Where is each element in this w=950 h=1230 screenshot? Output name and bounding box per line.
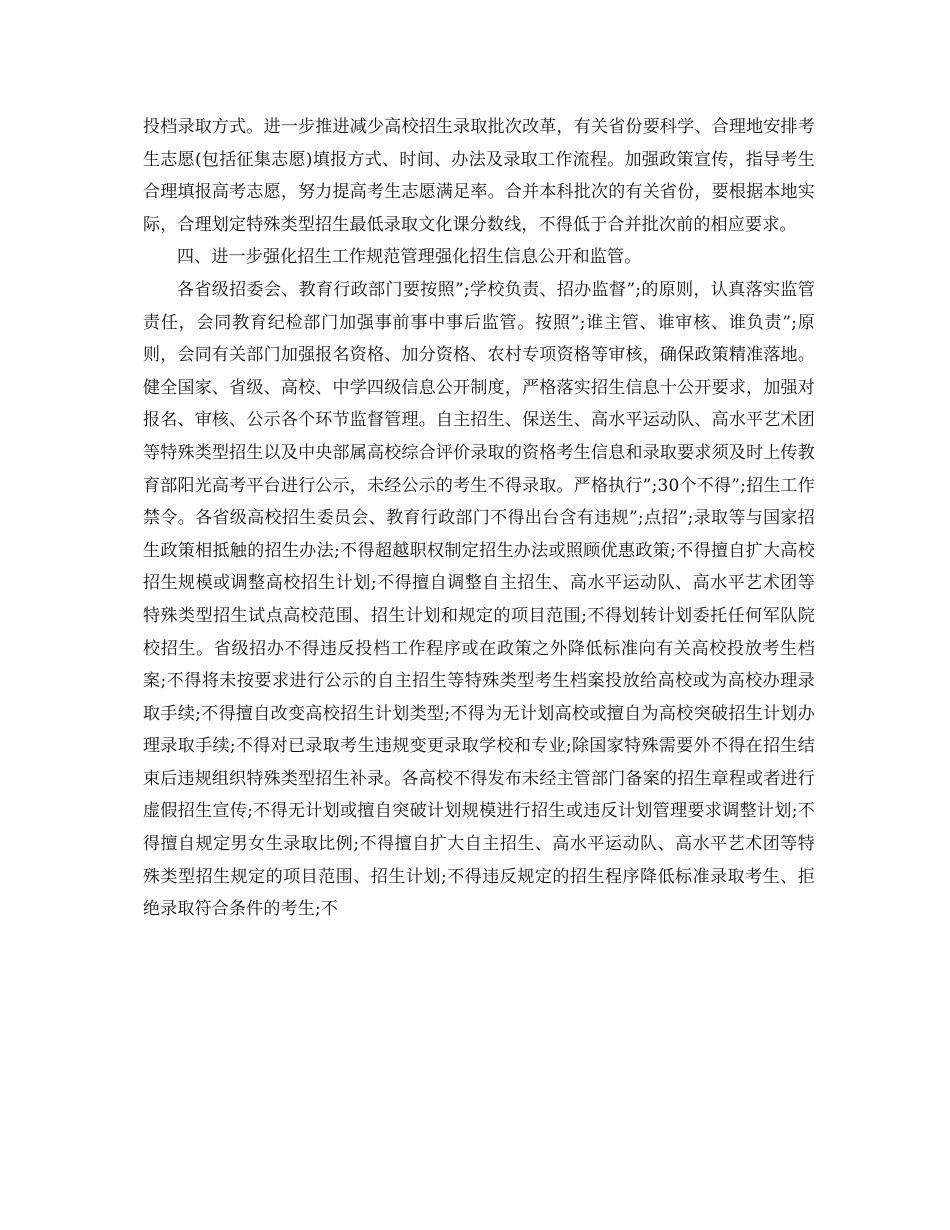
paragraph-body: 各省级招委会、教育行政部门要按照”;学校负责、招办监督”;的原则，认真落实监管责任，会同教育纪检部门加强事前事中事后监管。按照”;谁主管、谁审核、谁负责”;原则，会同有关部门加强报名资格、加分资格、农村专项资格等审核，确保政策精准落地。健全国家、省级、高校、中学四级信息公开制度，严格落实招生信息十公开要求，加强对报名、审核、公示各个环节监督管理。自主招生、保送生、高水平运动队、高水平艺术团等特殊类型招生以及中央部属高校综合评价录取的资格考生信息和录取要求须及时上传教育部阳光高考平台进行公示，未经公示的考生不得录取。严格执行”;30个不得”;招生工作禁令。各省级高校招生委员会、教育行政部门不得出台含有违规”;点招”;录取等与国家招生政策相抵触的招生办法;不得超越职权制定招生办法或照顾优惠政策;不得擅自扩大高校招生规模或调整高校招生计划;不得擅自调整自主招生、高水平运动队、高水平艺术团等特殊类型招生试点高校范围、招生计划和规定的项目范围;不得划转计划委托任何军队院校招生。省级招办不得违反投档工作程序或在政策之外降低标准向有关高校投放考生档案;不得将未按要求进行公示的自主招生等特殊类型考生档案投放给高校或为高校办理录取手续;不得擅自改变高校招生计划类型;不得为无计划高校或擅自为高校突破招生计划办理录取手续;不得对已录取考生违规变更录取学校和专业;除国家特殊需要外不得在招生结束后违规组织特殊类型招生补录。各高校不得发布未经主管部门备案的招生章程或者进行虚假招生宣传;不得无计划或擅自突破计划规模进行招生或违反计划管理要求调整计划;不得擅自规定男女生录取比例;不得擅自扩大自主招生、高水平运动队、高水平艺术团等特殊类型招生规定的项目范围、招生计划;不得违反规定的招生程序降低标准录取考生、拒绝录取符合条件的考生;不 (143, 279, 815, 920)
section-heading: 四、进一步强化招生工作规范管理强化招生信息公开和监管。 (177, 247, 642, 268)
document-body (143, 111, 815, 926)
paragraph-continuation: 投档录取方式。进一步推进减少高校招生录取批次改革，有关省份要科学、合理地安排考生志愿(包括征集志愿)填报方式、时间、办法及录取工作流程。加强政策宣传，指导考生合理填报高考志愿，努力提高考生志愿满足率。合并本科批次的有关省份，要根据本地实际，合理划定特殊类型招生最低录取文化课分数线，不得低于合并批次前的相应要求。 (143, 117, 815, 235)
